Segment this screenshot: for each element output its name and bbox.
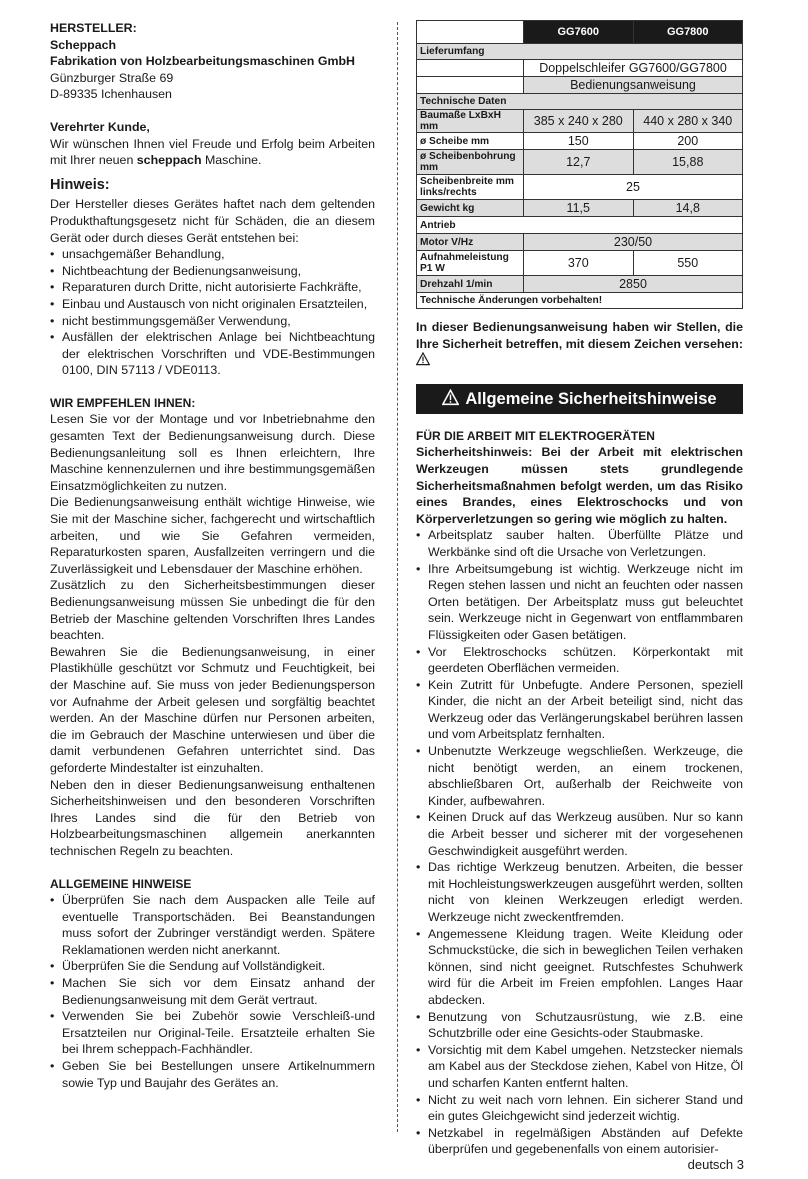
list-item: • Das richtige Werkzeug benutzen. Arbeiten, die besser mit Hochleistungswerkzeugen ausgeführt werden, sollten nicht von kleinen Werkzeugen erledigt werden. Werkzeuge nicht zweckentfremden. bbox=[416, 859, 743, 925]
safety-subtitle: FÜR DIE ARBEIT MIT ELEKTROGERÄTEN bbox=[416, 428, 655, 443]
list-item: • Ausfällen der elektrischen Anlage bei Nichtbeachtung der elektrischen Vorschriften und VDE-Bestimmungen 0100, DIN 57113 / VDE0113. bbox=[50, 329, 375, 379]
list-item: • Benutzung von Schutzausrüstung, wie z.B. eine Schutzbrille oder eine Gesichts-oder Staubmaske. bbox=[416, 1009, 743, 1042]
safety-intro: In dieser Bedienungsanweisung haben wir Stellen, die Ihre Sicherheit betreffen, mit diesem Zeichen versehen: bbox=[416, 319, 743, 370]
table-row: Bedienungsanweisung bbox=[417, 77, 743, 94]
notice-title: Hinweis: bbox=[50, 176, 110, 193]
list-item: • nicht bestimmungsgemäßer Verwendung, bbox=[50, 313, 375, 330]
list-item: • Geben Sie bei Bestellungen unsere Artikelnummern sowie Typ und Baujahr des Gerätes an. bbox=[50, 1058, 375, 1091]
right-column bbox=[416, 20, 743, 1158]
table-row: Lieferumfang bbox=[417, 44, 743, 60]
manufacturer-street: Günzburger Straße 69 bbox=[50, 70, 174, 85]
safety-list bbox=[416, 527, 743, 1158]
manufacturer-city: D-89335 Ichenhausen bbox=[50, 87, 172, 102]
greeting-title: Verehrter Kunde, bbox=[50, 119, 150, 134]
general-title: ALLGEMEINE HINWEISE bbox=[50, 876, 192, 891]
manufacturer-company: Fabrikation von Holzbearbeitungsmaschinen GmbH bbox=[50, 54, 355, 69]
recommend-paragraph: Lesen Sie vor der Montage und vor Inbetriebnahme den gesamten Text der Bedienungsanweisung durch. Diese Bedienungsanleitung soll es Ihnen erleichtern, Ihre Maschine kennenzulernen und ihre bestimmungsgemäßen Einsatzmöglichkeiten zu nutzen. bbox=[50, 412, 375, 493]
list-item: • Unbenutzte Werkzeuge wegschließen. Werkzeuge, die nicht benötigt werden, an einem trockenen, abschließbaren Ort, außerhalb der Reichweite von Kinder, aufbewahren. bbox=[416, 743, 743, 809]
list-item: • Reparaturen durch Dritte, nicht autorisierte Fachkräfte, bbox=[50, 279, 375, 296]
list-item: • Kein Zutritt für Unbefugte. Andere Personen, speziell Kinder, die nicht an der Arbeit beteiligt sind, nicht das Werkzeug oder das Verlängerungskabel berühren lassen und vom Arbeitsplatz fernhalten. bbox=[416, 677, 743, 743]
table-row: Scheibenbreite mm links/rechts 25 bbox=[417, 175, 743, 200]
list-item: • Ihre Arbeitsumgebung ist wichtig. Werkzeuge nicht im Regen stehen lassen und nicht an feuchten oder nassen Orten betätigen. Der Arbeitsplatz muss gut beleuchtet sein. Werkzeuge nicht in Gegenwart von entflammbaren Flüssigkeiten oder Gasen betätigen. bbox=[416, 561, 743, 644]
manufacturer-name: Scheppach bbox=[50, 37, 117, 52]
recommend-paragraph: Bewahren Sie die Bedienungsanweisung, in einer Plastikhülle geschützt vor Schmutz und Feuchtigkeit, bei der Maschine auf. Sie muss von jeder Bedienungsperson vor Aufnahme der Arbeit gelesen und sorgfältig beachtet werden. An der Maschine dürfen nur Personen arbeiten, die im Gebrauch der Maschine unterwiesen und über die damit verbundenen Gefahren unterrichtet sind. Das geforderte Mindestalter ist einzuhalten. bbox=[50, 644, 375, 775]
list-item: • Überprüfen Sie die Sendung auf Vollständigkeit. bbox=[50, 958, 375, 975]
recommend-paragraph: Zusätzlich zu den Sicherheitsbestimmungen dieser Bedienungsanweisung müssen Sie unbedingt die für den Betrieb der Maschine geltenden Vorschriften Ihres Landes beachten. bbox=[50, 578, 375, 643]
list-item: • Vor Elektroschocks schützen. Körperkontakt mit geerdeten Oberflächen vermeiden. bbox=[416, 644, 743, 677]
page-number: deutsch 3 bbox=[687, 1157, 744, 1172]
notice-intro: Der Hersteller dieses Gerätes haftet nach dem geltenden Produkthaftungsgesetz nicht für Schäden, die an diesem Gerät oder durch dieses Gerät entstehen bei: bbox=[50, 197, 375, 245]
spec-table bbox=[416, 20, 743, 309]
safety-lead: Sicherheitshinweis: Bei der Arbeit mit elektrischen Werkzeugen müssen stets grundlegende Sicherheitsmaßnahmen befolgt werden, um das Risiko eines Brandes, eines Elektroschocks und von Körperverletzungen so gering wie möglich zu halten. bbox=[416, 445, 743, 526]
table-row: Motor V/Hz 230/50 bbox=[417, 234, 743, 251]
table-row: Drehzahl 1/min 2850 bbox=[417, 276, 743, 293]
list-item: • Nichtbeachtung der Bedienungsanweisung, bbox=[50, 263, 375, 280]
list-item: • Einbau und Austausch von nicht originalen Ersatzteilen, bbox=[50, 296, 375, 313]
warning-triangle-icon bbox=[416, 352, 430, 366]
list-item: • Machen Sie sich vor dem Einsatz anhand der Bedienungsanweisung mit dem Gerät vertraut. bbox=[50, 975, 375, 1008]
list-item: • Keinen Druck auf das Werkzeug ausüben. Nur so kann die Arbeit besser und sicherer mit der vorgesehenen Geschwindigkeit ausgeführt werden. bbox=[416, 809, 743, 859]
recommend-paragraph: Die Bedienungsanweisung enthält wichtige Hinweise, wie Sie mit der Maschine sicher, fachgerecht und wirtschaftlich arbeiten, und wie Sie Gefahren vermeiden, Reparaturkosten sparen, Ausfallzeiten verringern und die Zuverlässigkeit und Lebensdauer der Maschine erhöhen. bbox=[50, 495, 375, 576]
table-row: Technische Änderungen vorbehalten! bbox=[417, 293, 743, 309]
general-list bbox=[50, 892, 375, 1091]
list-item: • Netzkabel in regelmäßigen Abständen auf Defekte überprüfen und gegebenenfalls von einem autorisier- bbox=[416, 1125, 743, 1158]
table-row: Technische Daten bbox=[417, 94, 743, 110]
warning-triangle-icon bbox=[442, 389, 459, 406]
column-divider bbox=[397, 22, 398, 1132]
notice-list bbox=[50, 246, 375, 379]
list-item: • Arbeitsplatz sauber halten. Überfüllte Plätze und Werkbänke sind oft die Ursache von Verletzungen. bbox=[416, 527, 743, 560]
manufacturer-label: HERSTELLER: bbox=[50, 21, 137, 35]
table-header-row bbox=[417, 21, 743, 44]
greeting-text: Wir wünschen Ihnen viel Freude und Erfolg beim Arbeiten mit Ihrer neuen scheppach Maschine. bbox=[50, 136, 375, 168]
recommend-paragraph: Neben den in dieser Bedienungsanweisung enthaltenen Sicherheitshinweisen und den besonderen Vorschriften Ihres Landes sind die für den Betrieb von Holzbearbeitungsmaschinen allgemein anerkannten technischen Regeln zu beachten. bbox=[50, 777, 375, 858]
table-row: ø Scheibenbohrung mm 12,7 15,88 bbox=[417, 150, 743, 175]
list-item: • Überprüfen Sie nach dem Auspacken alle Teile auf eventuelle Transportschäden. Bei Beanstandungen muss sofort der Zubringer verständigt werden. Spätere Reklamationen werden nicht anerkannt. bbox=[50, 892, 375, 958]
model-header-1: GG7600 bbox=[524, 21, 634, 44]
table-row: Gewicht kg 11,5 14,8 bbox=[417, 200, 743, 217]
left-column bbox=[50, 20, 375, 1091]
list-item: • Angemessene Kleidung tragen. Weite Kleidung oder Schmuckstücke, die sich in beweglichen Teilen verhaken können, sind nicht geeignet. Rutschfestes Schuhwerk wird für die Arbeit im Freien empfohlen. Langes Haar abdecken. bbox=[416, 926, 743, 1009]
list-item: • Verwenden Sie bei Zubehör sowie Verschleiß-und Ersatzteilen nur Original-Teile. Ersatzteile erhalten Sie bei Ihrem scheppach-Fachhändler. bbox=[50, 1008, 375, 1058]
table-row: ø Scheibe mm 150 200 bbox=[417, 133, 743, 150]
list-item: • Nicht zu weit nach vorn lehnen. Ein sicherer Stand und ein gutes Gleichgewicht sind jederzeit wichtig. bbox=[416, 1092, 743, 1125]
brand-name: scheppach bbox=[136, 153, 202, 168]
recommend-title: WIR EMPFEHLEN IHNEN: bbox=[50, 395, 196, 410]
table-row: Antrieb bbox=[417, 217, 743, 234]
table-row: Aufnahmeleistung P1 W 370 550 bbox=[417, 251, 743, 276]
table-row: Baumaße LxBxH mm 385 x 240 x 280 440 x 280 x 340 bbox=[417, 110, 743, 133]
list-item: • unsachgemäßer Behandlung, bbox=[50, 246, 375, 263]
model-header-2: GG7800 bbox=[633, 21, 743, 44]
safety-banner-title: Allgemeine Sicherheitshinweise bbox=[465, 389, 717, 408]
table-row: Doppelschleifer GG7600/GG7800 bbox=[417, 60, 743, 77]
list-item: • Vorsichtig mit dem Kabel umgehen. Netzstecker niemals am Kabel aus der Steckdose ziehen, Kabel von Hitze, Öl und scharfen Kanten entfernt halten. bbox=[416, 1042, 743, 1092]
safety-banner bbox=[416, 384, 743, 414]
